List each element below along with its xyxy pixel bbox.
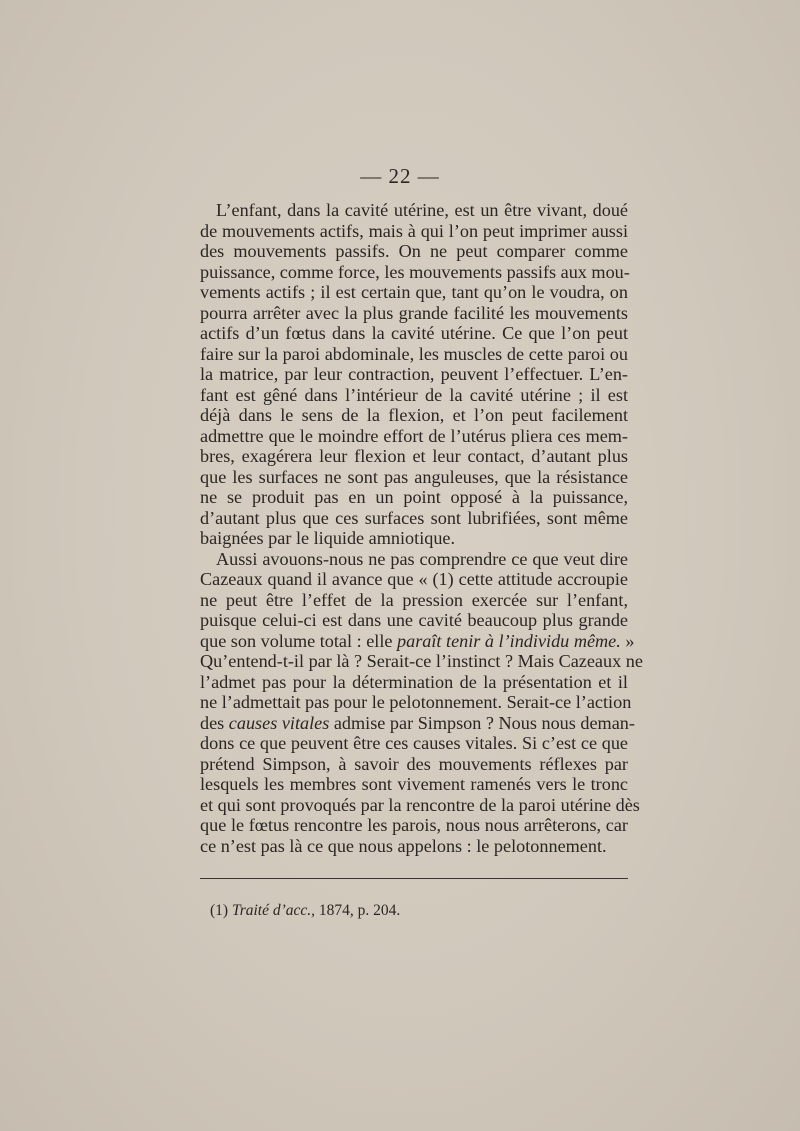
footnote-title: Traité d’acc., [231, 902, 316, 919]
text-line: admettre que le moindre effort de l’utérus pliera ces mem- [200, 425, 628, 446]
text-line: Aussi avouons-nous ne pas comprendre ce que veut dire [216, 548, 628, 569]
text-line: prétend Simpson, à savoir des mouvements réflexes par [200, 753, 628, 774]
text-line: puisque celui-ci est dans une cavité beaucoup plus grande [200, 610, 628, 630]
footnote [210, 902, 400, 920]
text-line: L’enfant, dans la cavité utérine, est un être vivant, doué [216, 200, 628, 220]
text-line: bres, exagérera leur flexion et leur contact, d’autant plus [200, 446, 628, 466]
footnote-mark: (1) [210, 902, 232, 919]
text-line: faire sur la paroi abdominale, les muscles de cette paroi ou [200, 343, 628, 364]
text-segment: des [200, 712, 229, 733]
text-line: Cazeaux quand il avance que « (1) cette attitude accroupie [200, 569, 628, 589]
text-line: pourra arrêter avec la plus grande facilité les mouvements [200, 302, 628, 323]
text-line: ne se produit pas en un point opposé à la puissance, [200, 487, 628, 507]
text-line: vements actifs ; il est certain que, tant qu’on le voudra, on [200, 282, 628, 302]
text-line: fant est gêné dans l’intérieur de la cavité utérine ; il est [200, 384, 628, 405]
text-line: d’autant plus que ces surfaces sont lubrifiées, sont même [200, 507, 628, 528]
text-line: des mouvements passifs. On ne peut comparer comme [200, 241, 628, 261]
text-line: dons ce que peuvent être ces causes vitales. Si c’est ce que [200, 733, 628, 753]
text-line: puissance, comme force, les mouvements passifs aux mou- [200, 261, 630, 282]
text-line: de mouvements actifs, mais à qui l’on peut imprimer aussi [200, 220, 628, 241]
page-number: — 22 — [360, 164, 440, 188]
text-segment: admise par Simpson ? Nous nous deman- [329, 712, 635, 733]
italic-quotation: paraît tenir à l’individu même. [397, 630, 621, 651]
text-segment: » [620, 630, 635, 651]
body-text [200, 200, 643, 856]
text-line-with-quote [200, 630, 635, 652]
footnote-citation: 1874, p. 204. [315, 902, 401, 919]
italic-term: causes vitales [228, 712, 330, 733]
text-line: baignées par le liquide amniotique. [200, 528, 456, 548]
text-line: la matrice, par leur contraction, peuvent l’effectuer. L’en- [200, 364, 628, 384]
text-line: ne peut être l’effet de la pression exercée sur l’enfant, [200, 589, 628, 610]
text-line: ce n’est pas là ce que nous appelons : le pelotonnement. [200, 835, 607, 856]
text-line: l’admet pas pour la détermination de la présentation et il [200, 671, 628, 692]
text-line: déjà dans le sens de la flexion, et l’on peut facilement [200, 405, 628, 425]
footnote-separator [200, 878, 628, 879]
text-line: et qui sont provoqués par la rencontre de la paroi utérine dès [200, 794, 640, 815]
text-line: que les surfaces ne sont pas anguleuses, que la résistance [200, 466, 628, 487]
text-line: que le fœtus rencontre les parois, nous nous arrêterons, car [200, 815, 628, 835]
text-line: actifs d’un fœtus dans la cavité utérine. Ce que l’on peut [200, 323, 628, 343]
text-line: ne l’admettait pas pour le pelotonnement. Serait-ce l’action [200, 692, 632, 712]
text-line: lesquels les membres sont vivement ramenés vers le tronc [200, 774, 628, 794]
text-segment: que son volume total : elle [200, 630, 397, 651]
text-line: Qu’entend-t-il par là ? Serait-ce l’instinct ? Mais Cazeaux ne [200, 651, 643, 671]
text-line-with-emphasis [200, 712, 635, 734]
